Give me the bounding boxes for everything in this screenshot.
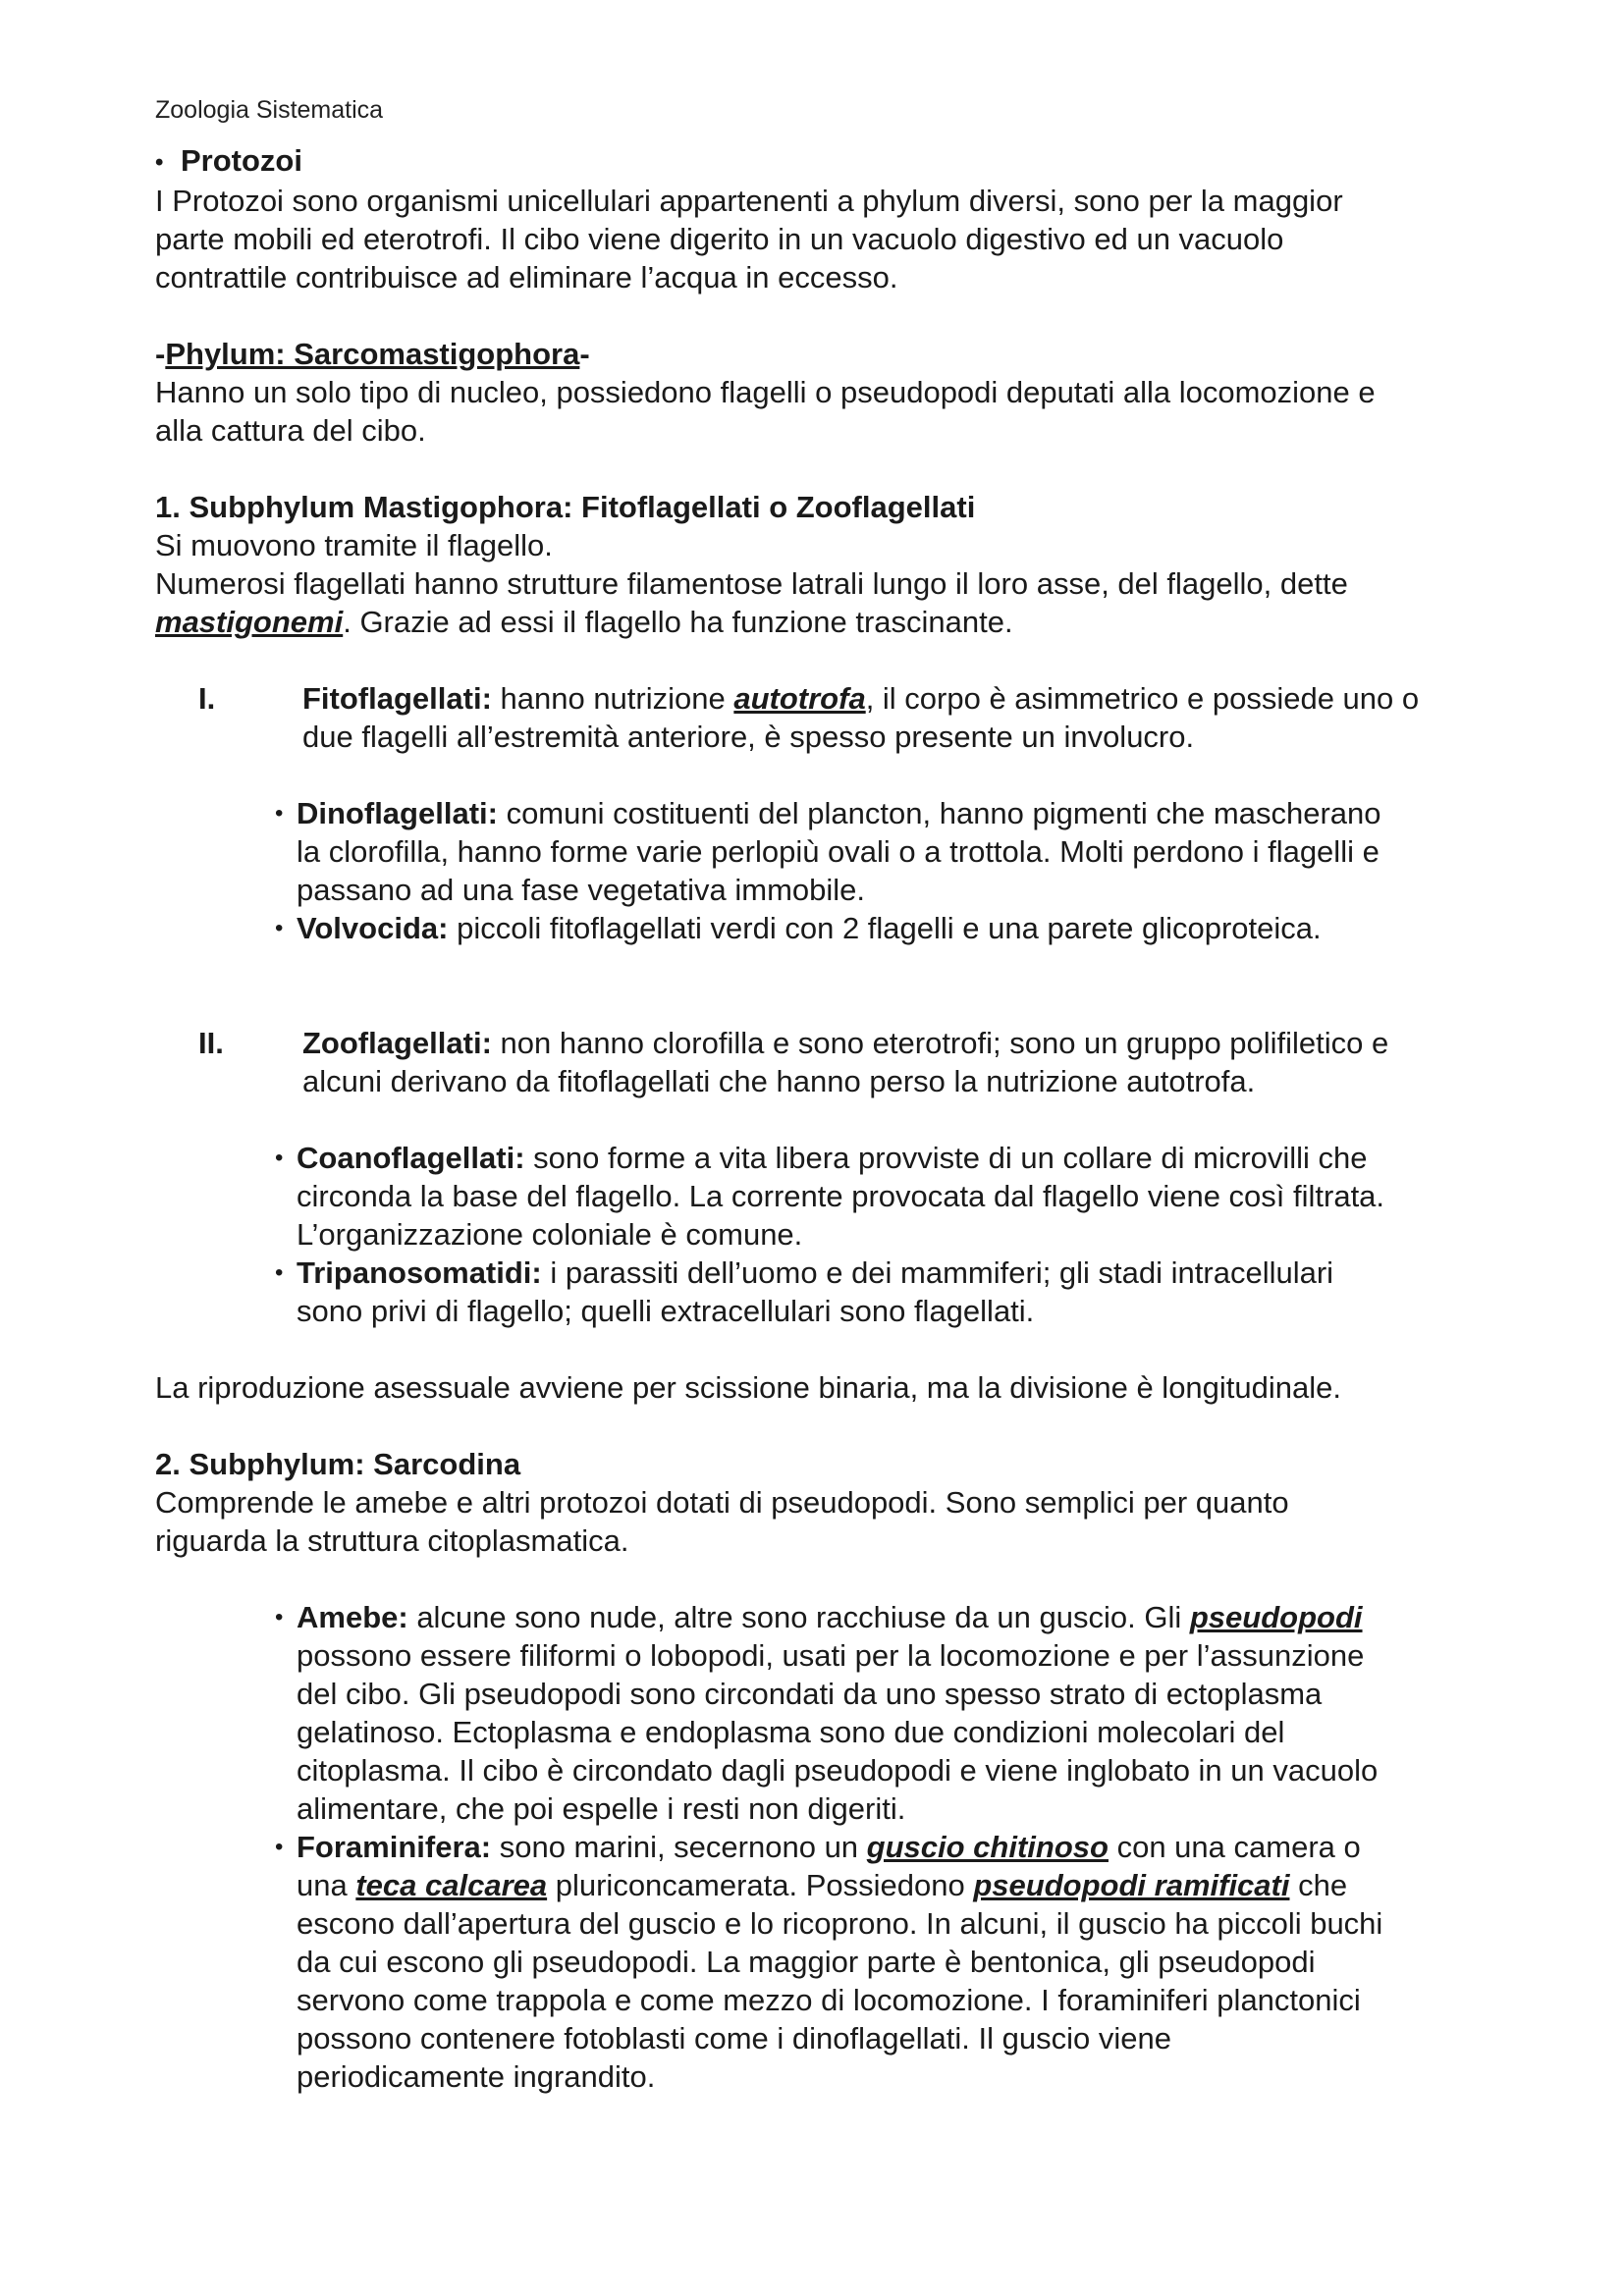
item-fitoflagellati: I. Fitoflagellati: hanno nutrizione autotrofa, il corpo è asimmetrico e possiede uno o due flagelli all’estremità anteriore, è spesso presente un involucro. (198, 681, 1420, 754)
phylum-line-2: alla cattura del cibo. (155, 413, 426, 448)
bullet-coanoflagellati: • Coanoflagellati: sono forme a vita libera provviste di un collare di microvilli che circonda la base del flagello. La corrente provocata dal flagello viene così filtrata. L’organizzazione coloniale è comune. (275, 1141, 1385, 1252)
protozoi-line-1: I Protozoi sono organismi unicellulari appartenenti a phylum diversi, sono per la maggior (155, 184, 1343, 218)
bullet-amebe: • Amebe: alcune sono nude, altre sono racchiuse da un guscio. Gli pseudopodi possono essere filiformi o lobopodi, usati per la locomozione e per l’assunzione del cibo. Gli pseudopodi sono circondati da uno spesso strato di ectoplasma gelatinoso. Ectoplasma e endoplasma sono due condizioni molecolari del citoplasma. Il cibo è circondato dagli pseudopodi e viene inglobato in un vacuolo alimentare, che poi espelle i resti non digeriti. (275, 1600, 1379, 1826)
term-guscio-chitinoso: guscio chitinoso (866, 1830, 1109, 1864)
bullet-icon: • (275, 1604, 284, 1630)
bullet-volvocida: • Volvocida: piccoli fitoflagellati verdi con 2 flagelli e una parete glicoproteica. (275, 911, 1322, 945)
bullet-icon: • (275, 800, 284, 827)
subphylum-sarcodina-title: 2. Subphylum: Sarcodina (155, 1447, 521, 1481)
bullet-tripanosomatidi: • Tripanosomatidi: i parassiti dell’uomo e dei mammiferi; gli stadi intracellulari sono privi di flagello; quelli extracellulari sono flagellati. (275, 1255, 1334, 1328)
term-autotrofa: autotrofa (733, 681, 866, 716)
term-mastigonemi: mastigonemi (155, 605, 344, 639)
riproduzione-paragraph: La riproduzione asessuale avviene per scissione binaria, ma la divisione è longitudinale. (155, 1370, 1342, 1405)
roman-numeral-2: II. (198, 1026, 224, 1060)
bullet-dinoflagellati: • Dinoflagellati: comuni costituenti del plancton, hanno pigmenti che mascherano la clorofilla, hanno forme varie perlopiù ovali o a trottola. Molti perdono i flagelli e passano ad una fase vegetativa immobile. (275, 796, 1381, 907)
sub1-line-1: Si muovono tramite il flagello. (155, 528, 553, 562)
protozoi-line-2: parte mobili ed eterotrofi. Il cibo viene digerito in un vacuolo digestivo ed un vacuolo (155, 222, 1284, 256)
document-page (155, 92, 1530, 2096)
sub1-line-2: Numerosi flagellati hanno strutture filamentose latrali lungo il loro asse, del flagello, dette (155, 566, 1348, 601)
subphylum-mastigophora-title: 1. Subphylum Mastigophora: Fitoflagellati o Zooflagellati (155, 490, 976, 524)
sub2-line-2: riguarda la struttura citoplasmatica. (155, 1523, 629, 1558)
bullet-icon: • (275, 915, 284, 941)
page-header: Zoologia Sistematica (155, 96, 384, 124)
bullet-foraminifera: • Foraminifera: sono marini, secernono un guscio chitinoso con una camera o una teca calcarea pluriconcamerata. Possiedono pseudopodi ramificati che escono dall’apertura del guscio e lo ricoprono. In alcuni, il guscio ha piccoli buchi da cui escono gli pseudopodi. La maggior parte è bentonica, gli pseudopodi servono come trappola e come mezzo di locomozione. I foraminiferi planctonici possono contenere fotoblasti come i dinoflagellati. Il guscio viene periodicamente ingrandito. (275, 1830, 1383, 2094)
term-teca-calcarea: teca calcarea (355, 1868, 548, 1902)
protozoi-line-3: contrattile contribuisce ad eliminare l’acqua in eccesso. (155, 260, 898, 294)
phylum-title: -Phylum: Sarcomastigophora- (155, 337, 590, 371)
section-protozoi-title: • Protozoi (155, 141, 1530, 182)
bullet-icon: • (275, 1834, 284, 1860)
term-pseudopodi: pseudopodi (1189, 1600, 1363, 1634)
item-zooflagellati: II. Zooflagellati: non hanno clorofilla e sono eterotrofi; sono un gruppo polifiletico e alcuni derivano da fitoflagellati che hanno perso la nutrizione autotrofa. (198, 1026, 1389, 1098)
bullet-icon: • (155, 149, 164, 176)
phylum-line-1: Hanno un solo tipo di nucleo, possiedono flagelli o pseudopodi deputati alla locomozione e (155, 375, 1376, 409)
bullet-icon: • (275, 1145, 284, 1171)
bullet-icon: • (275, 1259, 284, 1286)
term-pseudopodi-ramificati: pseudopodi ramificati (973, 1868, 1290, 1902)
roman-numeral-1: I. (198, 681, 216, 716)
sub2-line-1: Comprende le amebe e altri protozoi dotati di pseudopodi. Sono semplici per quanto (155, 1485, 1289, 1520)
sub1-line-3: mastigonemi. Grazie ad essi il flagello ha funzione trascinante. (155, 605, 1013, 639)
